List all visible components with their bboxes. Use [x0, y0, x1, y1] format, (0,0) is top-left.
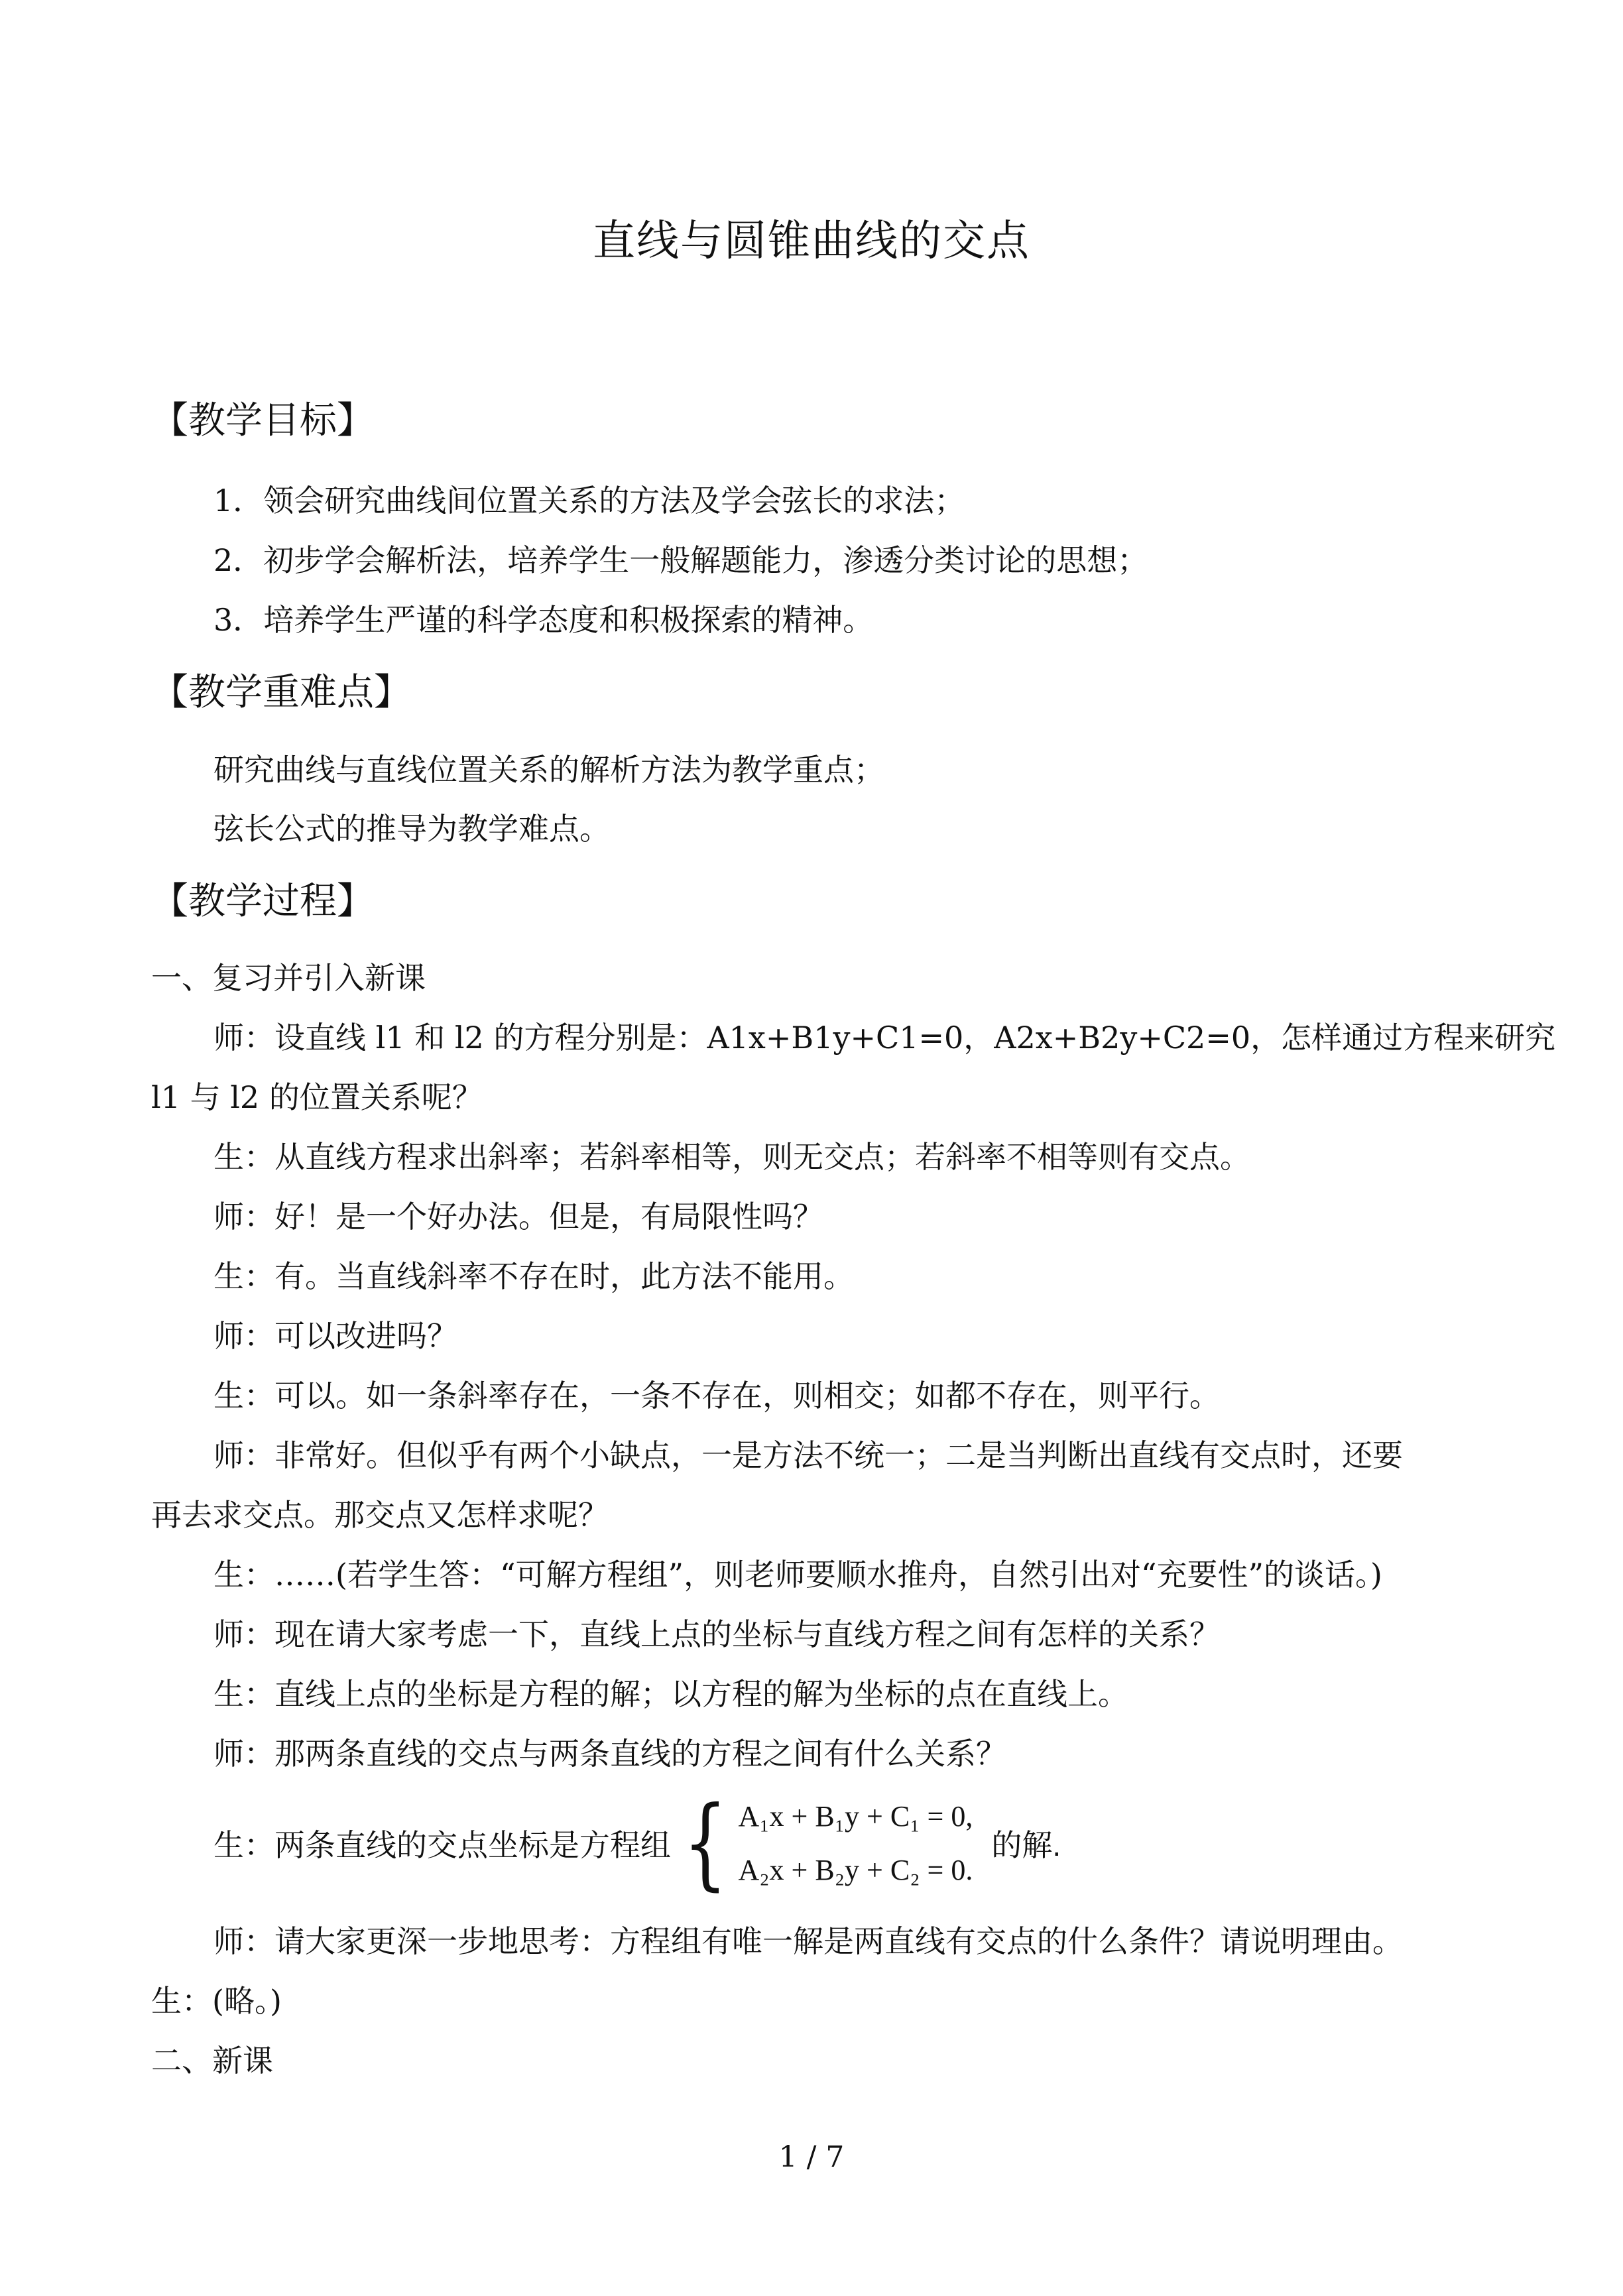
- key-point: 研究曲线与直线位置关系的解析方法为教学重点；: [213, 752, 884, 788]
- key-heading: 【教学重难点】: [151, 671, 411, 714]
- goal-item: 3．培养学生严谨的科学态度和积极探索的精神。: [213, 602, 874, 638]
- goal-item: 1．领会研究曲线间位置关系的方法及学会弦长的求法；: [213, 483, 965, 518]
- dialogue-line: 生：直线上点的坐标是方程的解；以方程的解为坐标的点在直线上。: [213, 1676, 1128, 1712]
- key-point: 弦长公式的推导为教学难点。: [213, 811, 610, 847]
- equation-stack: [738, 1799, 973, 1887]
- goal-item: 2．初步学会解析法，培养学生一般解题能力，渗透分类讨论的思想；: [213, 542, 1148, 578]
- dialogue-line: 生：……(若学生答：“可解方程组”，则老师要顺水推舟，自然引出对“充要性”的谈话。): [213, 1557, 1382, 1593]
- dialogue-line: 师：那两条直线的交点与两条直线的方程之间有什么关系？: [213, 1736, 1006, 1772]
- dialogue-line: 师：非常好。但似乎有两个小缺点，一是方法不统一；二是当判断出直线有交点时，还要: [213, 1437, 1403, 1473]
- dialogue-line: 生：可以。如一条斜率存在，一条不存在，则相交；如都不存在，则平行。: [213, 1378, 1220, 1414]
- dialogue-line: 师：现在请大家考虑一下，直线上点的坐标与直线方程之间有怎样的关系？: [213, 1616, 1220, 1652]
- equation-system-line: [213, 1785, 1061, 1901]
- dialogue-line: 师：可以改进吗？: [213, 1318, 457, 1354]
- dialogue-line: 再去求交点。那交点又怎样求呢？: [151, 1497, 609, 1533]
- dialogue-line: 师：请大家更深一步地思考：方程组有唯一解是两直线有交点的什么条件？请说明理由。: [213, 1923, 1403, 1959]
- goals-heading: 【教学目标】: [151, 399, 374, 442]
- left-brace: {: [683, 1785, 728, 1901]
- part-heading: 二、新课: [151, 2043, 273, 2079]
- part-heading: 一、复习并引入新课: [151, 960, 426, 996]
- dialogue-line: 师：好！是一个好办法。但是，有局限性吗？: [213, 1199, 823, 1235]
- page-title: 直线与圆锥曲线的交点: [593, 217, 1030, 266]
- page-number: 1 / 7: [778, 2140, 845, 2174]
- dialogue-line: 师：设直线 l1 和 l2 的方程分别是：A1x+B1y+C1=0，A2x+B2y+C2=0，怎样通过方程来研究: [213, 1020, 1556, 1056]
- system-prefix: 生：两条直线的交点坐标是方程组: [213, 1828, 671, 1862]
- dialogue-line: 生：有。当直线斜率不存在时，此方法不能用。: [213, 1258, 854, 1294]
- system-suffix: 的解.: [991, 1828, 1061, 1862]
- dialogue-line: l1 与 l2 的位置关系呢？: [151, 1079, 483, 1115]
- equation-2: A₂x + B₂y + C₂ = 0.: [738, 1854, 973, 1886]
- dialogue-line: 生：(略。): [151, 1983, 282, 2019]
- process-heading: 【教学过程】: [151, 880, 374, 923]
- dialogue-line: 生：从直线方程求出斜率；若斜率相等，则无交点；若斜率不相等则有交点。: [213, 1139, 1250, 1175]
- equation-1: A₁x + B₁y + C₁ = 0,: [738, 1800, 973, 1833]
